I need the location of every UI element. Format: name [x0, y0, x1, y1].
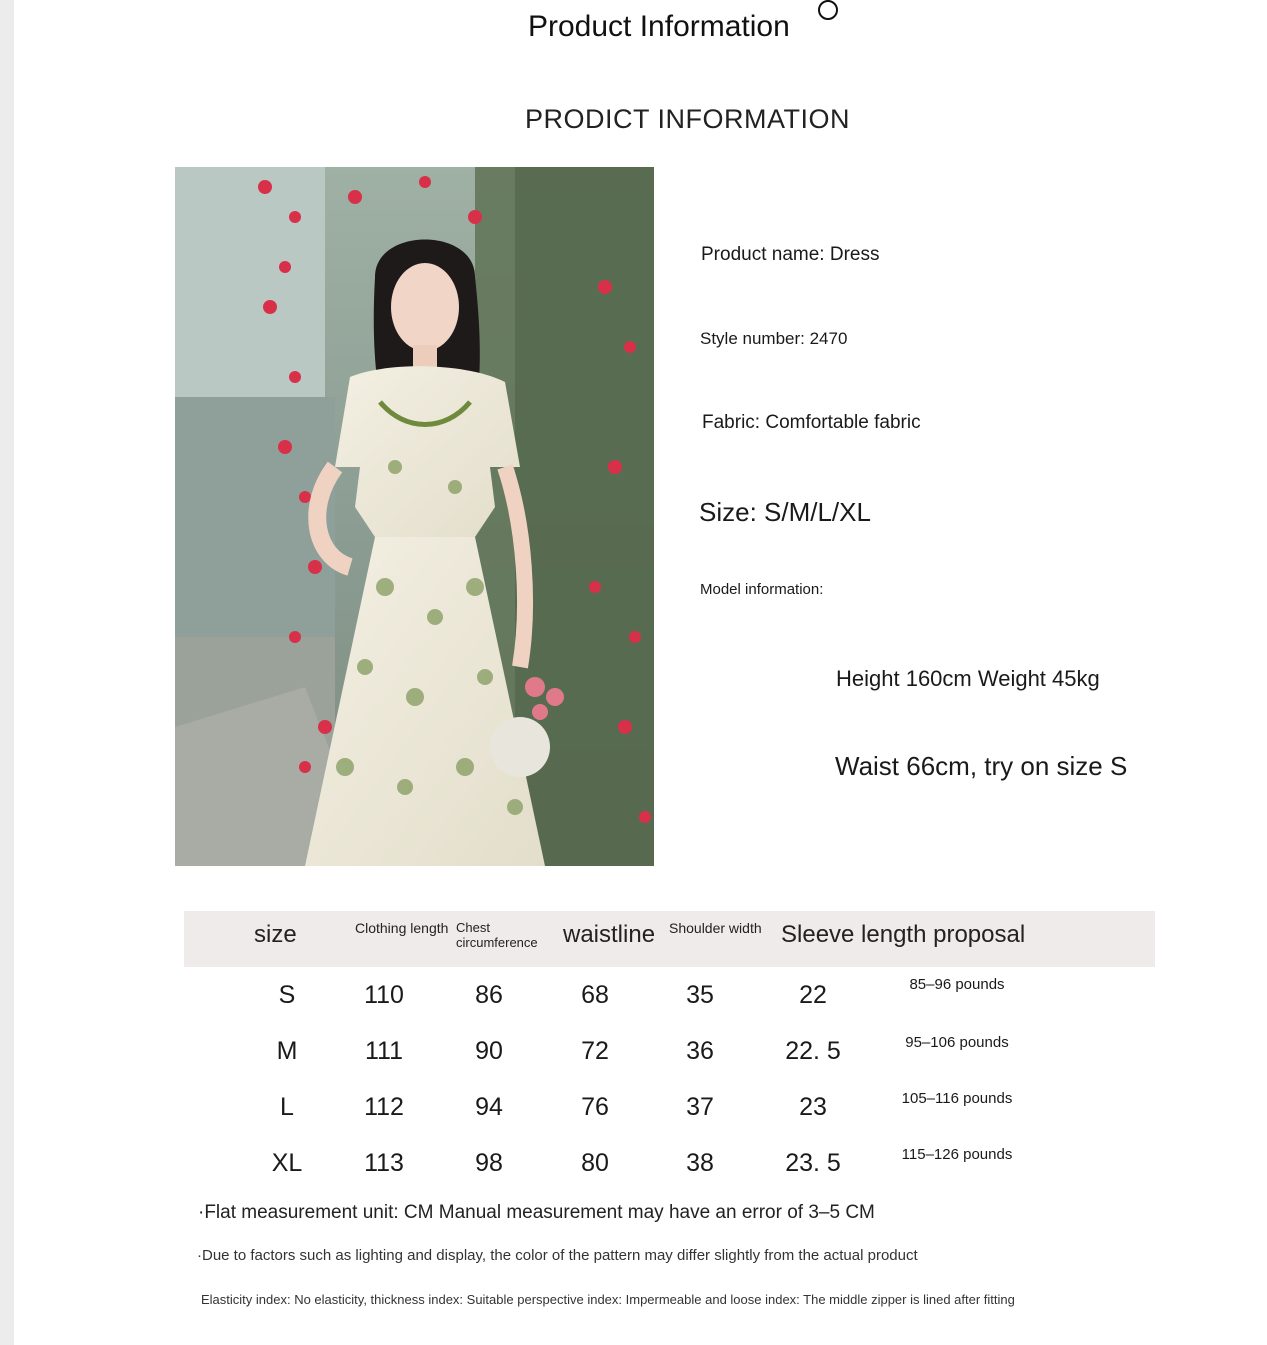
circle-icon	[818, 0, 838, 20]
table-cell: 36	[686, 1037, 714, 1065]
header-sleeve-proposal: Sleeve length proposal	[781, 921, 1026, 948]
page-title: Product Information	[528, 10, 790, 43]
fabric-info: Fabric: Comfortable fabric	[702, 412, 921, 433]
table-cell: 23. 5	[785, 1149, 841, 1177]
model-info-label: Model information:	[700, 581, 824, 598]
table-cell: 112	[364, 1093, 404, 1121]
table-cell: 72	[581, 1037, 609, 1065]
header-waistline: waistline	[563, 921, 656, 948]
table-cell: 98	[475, 1149, 503, 1177]
fabric-index-note: Elasticity index: No elasticity, thickness index: Suitable perspective index: Impermeable and loose index: The middle zipper is lined after fitting	[201, 1292, 1015, 1307]
product-name: Product name: Dress	[701, 244, 880, 265]
size-table-header	[184, 911, 1155, 967]
table-cell: 22. 5	[785, 1037, 841, 1065]
header-clothing-length: Clothing length	[355, 920, 449, 936]
product-photo	[175, 167, 654, 866]
table-cell: 76	[581, 1093, 609, 1121]
table-cell: M	[276, 1037, 298, 1065]
table-cell: 111	[364, 1037, 403, 1065]
table-cell: 115–126 pounds	[901, 1146, 1013, 1163]
table-cell: 23	[799, 1093, 827, 1121]
table-cell: S	[278, 981, 296, 1009]
table-cell: 94	[475, 1093, 503, 1121]
style-number: Style number: 2470	[700, 329, 848, 348]
model-height-weight: Height 160cm Weight 45kg	[836, 666, 1100, 691]
model-waist-size: Waist 66cm, try on size S	[835, 751, 1128, 781]
table-cell: 113	[364, 1149, 404, 1177]
header-size: size	[254, 921, 297, 948]
table-cell: 85–96 pounds	[909, 976, 1005, 993]
table-cell: 22	[799, 981, 827, 1009]
table-cell: L	[280, 1093, 294, 1121]
table-cell: 105–116 pounds	[901, 1090, 1013, 1107]
table-cell: 86	[475, 981, 503, 1009]
table-cell: 35	[686, 981, 714, 1009]
header-shoulder-width: Shoulder width	[669, 920, 762, 936]
table-cell: 68	[581, 981, 609, 1009]
model-photo-illustration	[175, 167, 654, 866]
table-cell: 37	[686, 1093, 714, 1121]
table-cell: 110	[364, 981, 404, 1009]
measurement-note: ·Flat measurement unit: CM Manual measurement may have an error of 3–5 CM	[198, 1202, 875, 1223]
table-cell: 80	[581, 1149, 609, 1177]
section-subtitle: PRODICT INFORMATION	[525, 104, 850, 134]
color-disclaimer: ·Due to factors such as lighting and display, the color of the pattern may differ slightly from the actual product	[197, 1247, 918, 1264]
table-cell: 38	[686, 1149, 714, 1177]
size-info: Size: S/M/L/XL	[699, 497, 871, 527]
table-cell: XL	[271, 1149, 303, 1177]
table-cell: 95–106 pounds	[905, 1034, 1009, 1051]
header-chest: Chest circumference	[456, 920, 538, 950]
table-cell: 90	[475, 1037, 503, 1065]
product-info-page	[14, 0, 1267, 1345]
